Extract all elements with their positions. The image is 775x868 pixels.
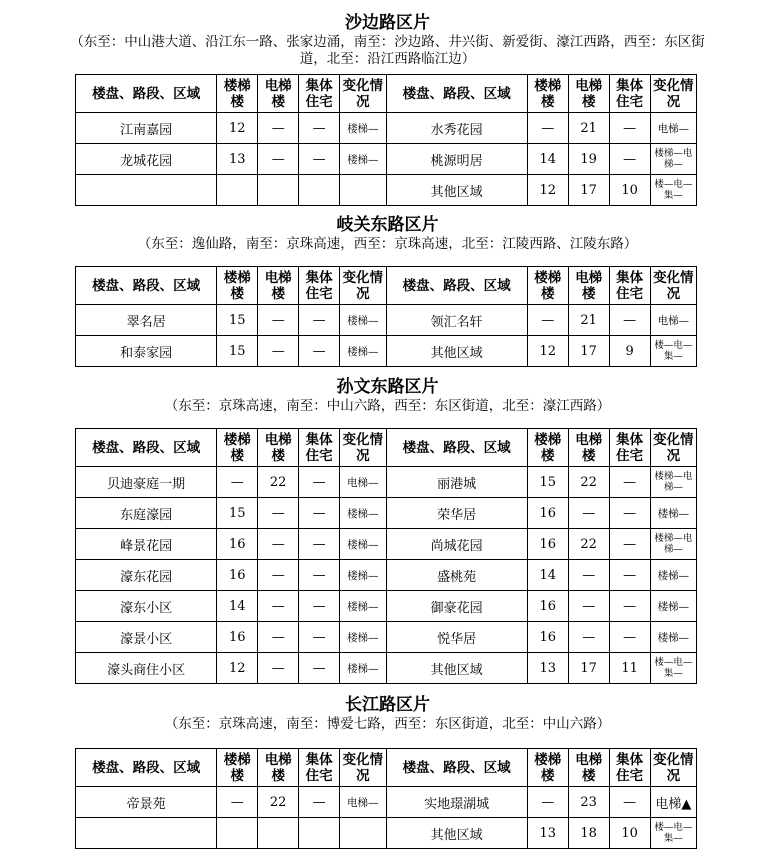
column-header: 电梯楼: [568, 75, 609, 113]
collective-price-cell: —: [609, 467, 650, 498]
section-title: 长江路区片: [345, 695, 430, 715]
collective-price-cell: —: [299, 498, 340, 529]
table-row: [76, 818, 697, 849]
column-header: 变化情况: [340, 75, 386, 113]
stair-price-cell: 14: [217, 591, 258, 622]
stair-price-cell: —: [527, 305, 568, 336]
column-header: 变化情况: [650, 429, 696, 467]
stair-price-cell: 13: [527, 818, 568, 849]
change-cell: 楼梯—: [650, 560, 696, 591]
elevator-price-cell: 22: [258, 467, 299, 498]
stair-price-cell: 15: [217, 498, 258, 529]
stair-price-cell: 13: [527, 653, 568, 684]
collective-price-cell: —: [299, 622, 340, 653]
stair-price-cell: 15: [527, 467, 568, 498]
table-header-row: [76, 75, 697, 113]
elevator-price-cell: 17: [568, 175, 609, 206]
column-header: 楼盘、路段、区域: [76, 75, 217, 113]
elevator-price-cell: 19: [568, 144, 609, 175]
stair-price-cell: 16: [527, 591, 568, 622]
collective-price-cell: —: [299, 336, 340, 367]
stair-price-cell: 16: [217, 622, 258, 653]
collective-price-cell: —: [609, 305, 650, 336]
district-section: [0, 214, 775, 362]
change-cell: 楼梯—电梯—: [650, 144, 696, 175]
stair-price-cell: 16: [527, 529, 568, 560]
column-header: 集体住宅: [299, 75, 340, 113]
section-boundaries: （东至：京珠高速，南至：博爱七路，西至：东区街道，北至：中山六路）: [164, 716, 611, 732]
estate-name-cell: 贝迪豪庭一期: [76, 467, 217, 498]
estate-name-cell: 东庭濠园: [76, 498, 217, 529]
change-cell: 电梯—: [650, 305, 696, 336]
stair-price-cell: [217, 175, 258, 206]
elevator-price-cell: [258, 175, 299, 206]
table-row: [76, 113, 697, 144]
change-cell: 楼梯—: [340, 560, 386, 591]
change-cell: 楼梯—: [340, 498, 386, 529]
district-section: [0, 694, 775, 844]
change-cell: 楼—电—集—: [650, 653, 696, 684]
table-row: [76, 336, 697, 367]
price-table: [75, 266, 697, 367]
section-title: 岐关东路区片: [336, 215, 439, 235]
stair-price-cell: 12: [527, 336, 568, 367]
change-cell: 楼梯—: [340, 144, 386, 175]
stair-price-cell: 14: [527, 144, 568, 175]
column-header: 楼盘、路段、区域: [386, 749, 527, 787]
column-header: 楼盘、路段、区域: [386, 429, 527, 467]
section-boundaries: （东至：京珠高速，南至：中山六路，西至：东区街道，北至：濠江西路）: [164, 398, 611, 414]
stair-price-cell: 12: [527, 175, 568, 206]
district-section: [0, 376, 775, 679]
collective-price-cell: 10: [609, 818, 650, 849]
table-row: [76, 529, 697, 560]
column-header: 集体住宅: [609, 75, 650, 113]
collective-price-cell: —: [299, 305, 340, 336]
change-cell: 楼—电—集—: [650, 336, 696, 367]
estate-name-cell: 帝景苑: [76, 787, 217, 818]
estate-name-cell: 濠东小区: [76, 591, 217, 622]
estate-name-cell: 其他区域: [386, 175, 527, 206]
estate-name-cell: 御豪花园: [386, 591, 527, 622]
table-header-row: [76, 749, 697, 787]
estate-name-cell: 悦华居: [386, 622, 527, 653]
elevator-price-cell: 22: [568, 467, 609, 498]
elevator-price-cell: —: [568, 498, 609, 529]
stair-price-cell: 16: [527, 622, 568, 653]
change-cell: 楼梯—: [340, 113, 386, 144]
section-title: 孙文东路区片: [336, 377, 439, 397]
collective-price-cell: —: [609, 622, 650, 653]
change-cell: 楼—电—集—: [650, 818, 696, 849]
estate-name-cell: 实地璟湖城: [386, 787, 527, 818]
stair-price-cell: 13: [217, 144, 258, 175]
elevator-price-cell: —: [258, 336, 299, 367]
change-cell: 楼梯—: [340, 336, 386, 367]
stair-price-cell: —: [527, 787, 568, 818]
change-cell: 电梯—: [650, 113, 696, 144]
elevator-price-cell: —: [258, 498, 299, 529]
column-header: 楼梯楼: [217, 429, 258, 467]
column-header: 变化情况: [340, 267, 386, 305]
column-header: 楼盘、路段、区域: [386, 267, 527, 305]
column-header: 电梯楼: [258, 75, 299, 113]
column-header: 电梯楼: [258, 267, 299, 305]
collective-price-cell: [299, 818, 340, 849]
section-boundaries: （东至：中山港大道、沿江东一路、张家边涌，南至：沙边路、井兴街、新爱街、濠江西路，西至：东区街道，北至：沿江西路临江边）: [70, 34, 705, 67]
stair-price-cell: 16: [217, 529, 258, 560]
column-header: 楼梯楼: [217, 267, 258, 305]
stair-price-cell: 12: [217, 653, 258, 684]
elevator-price-cell: 22: [568, 529, 609, 560]
table-row: [76, 622, 697, 653]
column-header: 集体住宅: [609, 267, 650, 305]
collective-price-cell: —: [299, 560, 340, 591]
column-header: 集体住宅: [609, 429, 650, 467]
column-header: 楼梯楼: [217, 749, 258, 787]
table-row: [76, 591, 697, 622]
column-header: 电梯楼: [258, 749, 299, 787]
elevator-price-cell: —: [258, 529, 299, 560]
change-cell: 楼—电—集—: [650, 175, 696, 206]
price-table: [75, 748, 697, 849]
collective-price-cell: —: [609, 529, 650, 560]
price-table: [75, 74, 697, 206]
stair-price-cell: 14: [527, 560, 568, 591]
column-header: 楼梯楼: [527, 429, 568, 467]
collective-price-cell: —: [299, 467, 340, 498]
change-cell: 楼梯—: [340, 591, 386, 622]
change-cell: 楼梯—: [650, 591, 696, 622]
table-row: [76, 498, 697, 529]
estate-name-cell: 桃源明居: [386, 144, 527, 175]
collective-price-cell: —: [609, 591, 650, 622]
table-row: [76, 175, 697, 206]
estate-name-cell: 和泰家园: [76, 336, 217, 367]
collective-price-cell: —: [299, 144, 340, 175]
estate-name-cell: 盛桃苑: [386, 560, 527, 591]
table-row: [76, 305, 697, 336]
stair-price-cell: —: [217, 467, 258, 498]
elevator-price-cell: —: [258, 560, 299, 591]
column-header: 变化情况: [650, 75, 696, 113]
stair-price-cell: —: [527, 113, 568, 144]
table-row: [76, 787, 697, 818]
collective-price-cell: —: [609, 144, 650, 175]
table-row: [76, 560, 697, 591]
elevator-price-cell: —: [568, 560, 609, 591]
elevator-price-cell: 17: [568, 336, 609, 367]
change-cell: [340, 818, 386, 849]
section-boundaries: （东至：逸仙路，南至：京珠高速，西至：京珠高速，北至：江陵西路、江陵东路）: [137, 236, 638, 252]
column-header: 楼梯楼: [217, 75, 258, 113]
elevator-price-cell: —: [568, 622, 609, 653]
collective-price-cell: —: [299, 653, 340, 684]
change-cell: 楼梯—: [340, 305, 386, 336]
elevator-price-cell: —: [258, 144, 299, 175]
estate-name-cell: 荣华居: [386, 498, 527, 529]
table-header-row: [76, 429, 697, 467]
stair-price-cell: 12: [217, 113, 258, 144]
column-header: 楼盘、路段、区域: [386, 75, 527, 113]
estate-name-cell: 濠景小区: [76, 622, 217, 653]
collective-price-cell: —: [609, 560, 650, 591]
estate-name-cell: 濠东花园: [76, 560, 217, 591]
elevator-price-cell: [258, 818, 299, 849]
change-cell: 电梯—: [340, 787, 386, 818]
elevator-price-cell: 21: [568, 113, 609, 144]
column-header: 电梯楼: [568, 267, 609, 305]
change-cell: 楼梯—: [650, 622, 696, 653]
estate-name-cell: 其他区域: [386, 653, 527, 684]
column-header: 楼盘、路段、区域: [76, 429, 217, 467]
collective-price-cell: 10: [609, 175, 650, 206]
estate-name-cell: 领汇名轩: [386, 305, 527, 336]
change-cell: 楼梯—电梯—: [650, 467, 696, 498]
elevator-price-cell: 21: [568, 305, 609, 336]
collective-price-cell: [299, 175, 340, 206]
change-cell: 楼梯—: [650, 498, 696, 529]
estate-name-cell: 其他区域: [386, 336, 527, 367]
collective-price-cell: —: [609, 787, 650, 818]
estate-name-cell: 龙城花园: [76, 144, 217, 175]
change-cell: 电梯—: [340, 467, 386, 498]
collective-price-cell: —: [609, 113, 650, 144]
column-header: 楼盘、路段、区域: [76, 267, 217, 305]
elevator-price-cell: 22: [258, 787, 299, 818]
column-header: 变化情况: [340, 429, 386, 467]
table-row: [76, 144, 697, 175]
elevator-price-cell: —: [258, 653, 299, 684]
column-header: 集体住宅: [299, 267, 340, 305]
estate-name-cell: 濠头商住小区: [76, 653, 217, 684]
elevator-price-cell: 17: [568, 653, 609, 684]
collective-price-cell: —: [609, 498, 650, 529]
table-header-row: [76, 267, 697, 305]
stair-price-cell: 15: [217, 305, 258, 336]
change-cell: 楼梯—: [340, 529, 386, 560]
column-header: 楼梯楼: [527, 267, 568, 305]
collective-price-cell: —: [299, 529, 340, 560]
estate-name-cell: 峰景花园: [76, 529, 217, 560]
collective-price-cell: 11: [609, 653, 650, 684]
estate-name-cell: 翠名居: [76, 305, 217, 336]
estate-name-cell: [76, 175, 217, 206]
elevator-price-cell: —: [568, 591, 609, 622]
collective-price-cell: —: [299, 591, 340, 622]
section-title: 沙边路区片: [345, 13, 430, 33]
column-header: 集体住宅: [609, 749, 650, 787]
column-header: 楼梯楼: [527, 749, 568, 787]
stair-price-cell: 16: [527, 498, 568, 529]
column-header: 电梯楼: [568, 749, 609, 787]
district-section: [0, 12, 775, 201]
stair-price-cell: [217, 818, 258, 849]
collective-price-cell: 9: [609, 336, 650, 367]
stair-price-cell: 16: [217, 560, 258, 591]
elevator-price-cell: —: [258, 591, 299, 622]
column-header: 楼盘、路段、区域: [76, 749, 217, 787]
column-header: 电梯楼: [258, 429, 299, 467]
elevator-price-cell: 18: [568, 818, 609, 849]
change-cell: 楼梯—: [340, 622, 386, 653]
column-header: 变化情况: [650, 749, 696, 787]
price-table: [75, 428, 697, 684]
elevator-price-cell: —: [258, 305, 299, 336]
estate-name-cell: 江南嘉园: [76, 113, 217, 144]
change-cell: 楼梯—: [340, 653, 386, 684]
table-row: [76, 467, 697, 498]
estate-name-cell: [76, 818, 217, 849]
elevator-price-cell: —: [258, 113, 299, 144]
column-header: 电梯楼: [568, 429, 609, 467]
change-cell: [340, 175, 386, 206]
collective-price-cell: —: [299, 787, 340, 818]
column-header: 集体住宅: [299, 749, 340, 787]
change-cell: 电梯▲: [650, 787, 696, 818]
estate-name-cell: 丽港城: [386, 467, 527, 498]
stair-price-cell: —: [217, 787, 258, 818]
elevator-price-cell: 23: [568, 787, 609, 818]
table-row: [76, 653, 697, 684]
elevator-price-cell: —: [258, 622, 299, 653]
estate-name-cell: 其他区域: [386, 818, 527, 849]
column-header: 变化情况: [340, 749, 386, 787]
column-header: 变化情况: [650, 267, 696, 305]
stair-price-cell: 15: [217, 336, 258, 367]
estate-name-cell: 水秀花园: [386, 113, 527, 144]
column-header: 楼梯楼: [527, 75, 568, 113]
change-cell: 楼梯—电梯—: [650, 529, 696, 560]
column-header: 集体住宅: [299, 429, 340, 467]
estate-name-cell: 尚城花园: [386, 529, 527, 560]
collective-price-cell: —: [299, 113, 340, 144]
